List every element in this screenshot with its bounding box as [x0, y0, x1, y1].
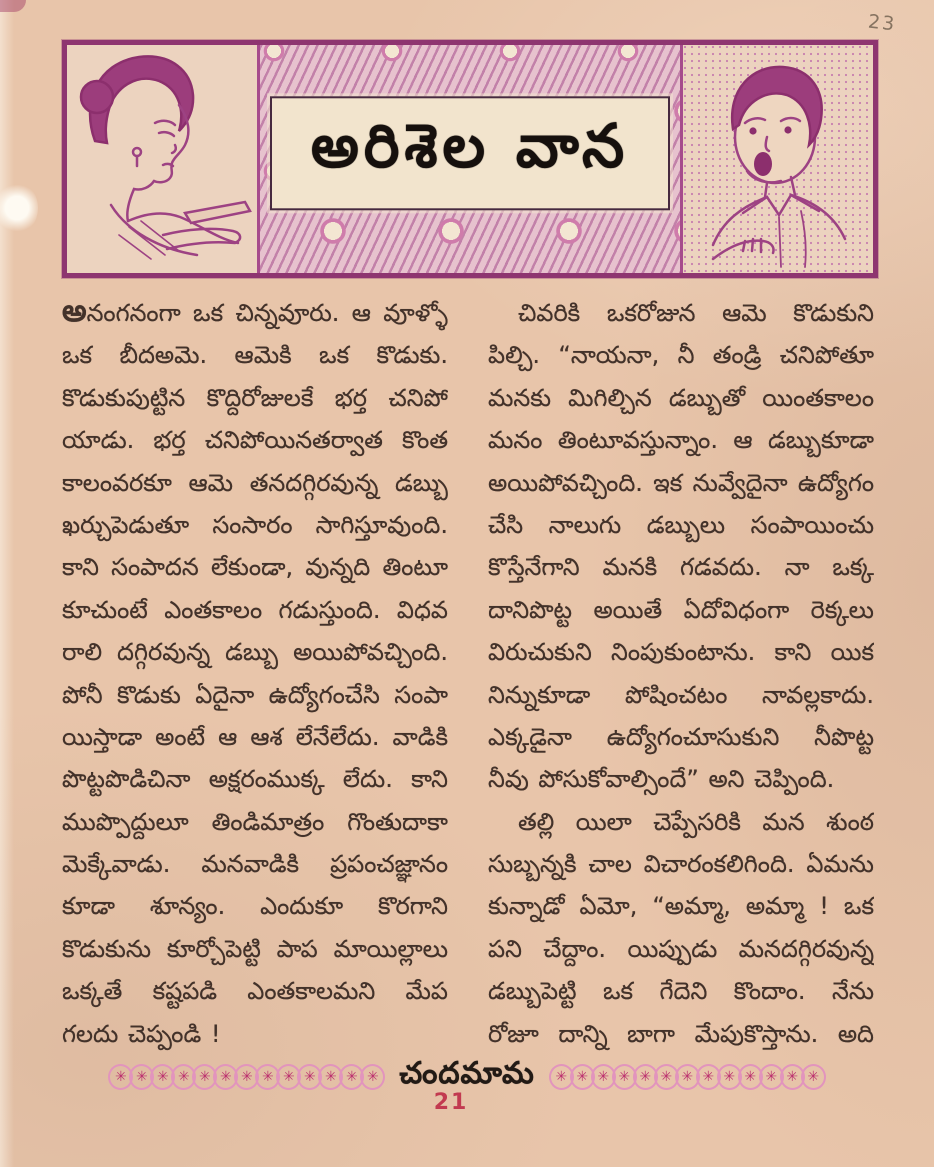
text-line: ఒక బీదఅమె. ఆమెకి ఒక కొడుకు. — [62, 341, 448, 370]
text-line: పని చేద్దాం. యిప్పుడు మనదగ్గిరవున్న — [488, 934, 874, 963]
flower-ornament-icon: ✳ — [318, 1064, 343, 1090]
flower-ornament-icon: ✳ — [234, 1064, 259, 1090]
paper-stain — [0, 182, 38, 234]
flower-ornament-icon: ✳ — [696, 1064, 721, 1090]
flower-ornament-icon: ✳ — [801, 1064, 826, 1090]
flower-ornament-icon: ✳ — [675, 1064, 700, 1090]
text-line: తల్లి యిలా చెప్పేసరికి మన శుంఠ — [518, 807, 874, 836]
woman-illustration — [67, 45, 257, 273]
story-title: అరిశెల వాన — [310, 111, 630, 182]
flower-ornament-icon: ✳ — [213, 1064, 238, 1090]
ornament-row-right — [549, 1064, 826, 1090]
text-line: అనంగనంగా ఒక చిన్నవూరు. ఆ వూళ్ళో — [62, 293, 448, 329]
text-line: కొస్తేనేగాని మనకి గడవదు. నా ఒక్క — [488, 553, 874, 582]
text-line: పొట్టపొడిచినా అక్షరంముక్క లేదు. కాని — [62, 765, 448, 794]
text-line: అయిపోవచ్చింది. ఇక నువ్వేదైనా ఉద్యోగం — [488, 468, 874, 497]
right-column — [488, 292, 874, 1055]
flower-ornament-icon: ✳ — [192, 1064, 217, 1090]
story-title-box — [270, 96, 670, 210]
flower-ornament-icon: ✳ — [717, 1064, 742, 1090]
ink-smudge — [0, 0, 26, 12]
flower-ornament-icon: ✳ — [591, 1064, 616, 1090]
paragraph — [488, 801, 874, 1055]
text-line: కొడుకుపుట్టిన కొద్దిరోజులకే భర్త చనిపో — [62, 383, 448, 412]
text-line: డబ్బుపెట్టి ఒక గేదెని కొందాం. నేను — [488, 977, 874, 1006]
flower-ornament-icon: ✳ — [654, 1064, 679, 1090]
page-number: 21 — [433, 1090, 469, 1115]
flower-ornament-icon: ✳ — [255, 1064, 280, 1090]
boy-illustration — [683, 45, 873, 273]
story-text — [62, 292, 874, 1055]
flower-ornament-icon: ✳ — [780, 1064, 805, 1090]
text-line: రోజూ దాన్ని బాగా మేపుకొస్తాను. అది — [488, 1019, 874, 1048]
flower-ornament-icon: ✳ — [738, 1064, 763, 1090]
text-line: దానిపొట్ట అయితే ఏదోవిధంగా రెక్కలు — [488, 595, 874, 624]
text-line: కాలంవరకూ ఆమె తనదగ్గిరవున్న డబ్బు — [62, 468, 448, 497]
text-line: మెక్కేవాడు. మనవాడికి ప్రపంచజ్ఞానం — [62, 850, 448, 879]
flower-ornament-icon: ✳ — [108, 1064, 133, 1090]
flower-ornament-icon: ✳ — [570, 1064, 595, 1090]
flower-ornament-icon: ✳ — [150, 1064, 175, 1090]
header-medallion-pattern — [257, 45, 683, 273]
paragraph — [62, 292, 448, 1055]
text-line: కూడా శూన్యం. ఎందుకూ కొరగాని — [62, 892, 448, 921]
text-line: కున్నాడో ఏమో, “అమ్మా, అమ్మా ! ఒక — [488, 892, 874, 921]
handwritten-page-mark: 23 — [866, 10, 898, 36]
woman-line-art-icon — [67, 45, 257, 273]
text-line: ఖర్చుపెడుతూ సంసారం సాగిస్తూవుంది. — [62, 510, 448, 539]
magazine-name: చందమామ — [399, 1056, 535, 1091]
text-line: విరుచుకుని నింపుకుంటాను. కాని యిక — [488, 638, 874, 667]
text-line: మనకు మిగిల్చిన డబ్బుతో యింతకాలం — [488, 383, 874, 412]
flower-ornament-icon: ✳ — [297, 1064, 322, 1090]
text-line: గలదు చెప్పండి ! — [62, 1019, 221, 1048]
text-line: కూచుంటే ఎంతకాలం గడుస్తుంది. విధవ — [62, 595, 448, 624]
text-line: రాలి దగ్గిరవున్న డబ్బు అయిపోవచ్చింది. — [62, 638, 448, 667]
paragraph — [488, 292, 874, 801]
text-line: కాని సంపాదన లేకుండా, వున్నది తింటూ — [62, 553, 448, 582]
left-column — [62, 292, 448, 1055]
text-line: యిస్తాడా అంటే ఆ ఆశ లేనేలేదు. వాడికి — [62, 722, 448, 751]
text-line: మనం తింటూవస్తున్నాం. ఆ డబ్బుకూడా — [488, 426, 874, 455]
text-line: నీవు పోసుకోవాల్సిందే” అని చెప్పింది. — [488, 765, 835, 794]
text-line: చివరికి ఒకరోజున ఆమె కొడుకుని — [518, 299, 874, 327]
scan-edge-light-band — [0, 0, 14, 1167]
text-line: ముప్పొద్దులూ తిండిమాత్రం గొంతుదాకా — [62, 807, 448, 836]
text-line: సుబ్బన్నకి చాల విచారంకలిగింది. ఏమను — [488, 850, 874, 879]
flower-ornament-icon: ✳ — [633, 1064, 658, 1090]
text-line: ఎక్కడైనా ఉద్యోగంచూసుకుని నీపొట్ట — [488, 722, 874, 751]
ornament-row-left — [108, 1064, 385, 1090]
text-line: పోనీ కొడుకు ఏదైనా ఉద్యోగంచేసి సంపా — [62, 680, 448, 709]
flower-ornament-icon: ✳ — [759, 1064, 784, 1090]
text-line: నిన్నుకూడా పోషించటం నావల్లకాదు. — [488, 680, 874, 709]
boy-line-art-icon — [683, 45, 873, 273]
text-line: కొడుకును కూర్చోపెట్టి పాప మాయిల్లాలు — [62, 934, 448, 963]
text-line: ఒక్కతే కష్టపడి ఎంతకాలమని మేప — [62, 977, 448, 1006]
flower-ornament-icon: ✳ — [360, 1064, 385, 1090]
flower-ornament-icon: ✳ — [171, 1064, 196, 1090]
flower-ornament-icon: ✳ — [549, 1064, 574, 1090]
flower-ornament-icon: ✳ — [276, 1064, 301, 1090]
story-header-illustration — [62, 40, 878, 278]
flower-ornament-icon: ✳ — [129, 1064, 154, 1090]
text-line: చేసి నాలుగు డబ్బులు సంపాయించు — [488, 510, 874, 539]
text-line: పిల్చి. “నాయనా, నీ తండ్రి చనిపోతూ — [488, 341, 874, 370]
flower-ornament-icon: ✳ — [339, 1064, 364, 1090]
flower-ornament-icon: ✳ — [612, 1064, 637, 1090]
text-line: యాడు. భర్త చనిపోయినతర్వాత కొంత — [62, 426, 448, 455]
